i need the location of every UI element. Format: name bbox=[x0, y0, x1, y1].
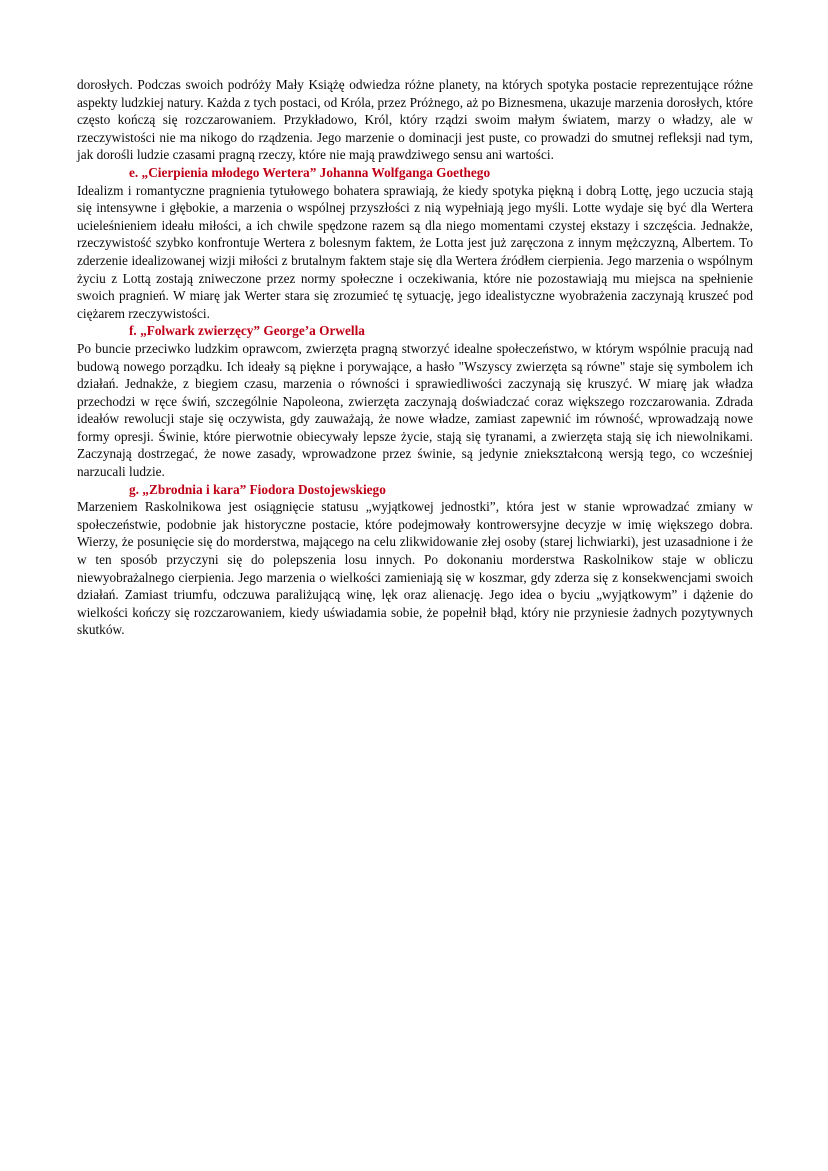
text-column bbox=[77, 76, 753, 639]
paragraph-animal-farm: Po buncie przeciwko ludzkim oprawcom, zwierzęta pragną stworzyć idealne społeczeństwo, w którym wspólnie pracują nad budową nowego porządku. Ich ideały są piękne i porywające, a hasło "Wszyscy zwierzęta są równe" staje się symbolem ich działań. Jednakże, z biegiem czasu, marzenia o równości i sprawiedliwości zaczynają się kruszyć. W miarę jak władza przechodzi w ręce świń, szczególnie Napoleona, zwierzęta zaczynają doświadczać coraz większego rozczarowania. Zdrada ideałów rewolucji staje się oczywista, gdy zauważają, że nowe władze, zamiast zapewnić im równość, wprowadzają nowe formy opresji. Świnie, które pierwotnie obiecywały lepsze życie, stają się tyranami, a zwierzęta stają się ich niewolnikami. Zaczynają dostrzegać, że nowe zasady, wprowadzone przez świnie, są jedynie zniekształconą wersją tego, co wcześniej narzucali ludzie. bbox=[77, 340, 753, 480]
heading-animal-farm-text: f. „Folwark zwierzęcy” George’a Orwella bbox=[129, 323, 365, 339]
paragraph-little-prince: dorosłych. Podczas swoich podróży Mały Książę odwiedza różne planety, na których spotyka postacie reprezentujące różne aspekty ludzkiej natury. Każda z tych postaci, od Króla, przez Próżnego, aż po Biznesmena, ukazuje marzenia dorosłych, które często kończą się rozczarowaniem. Przykładowo, Król, który rządzi swoim małym światem, marzy o władzy, ale w rzeczywistości nie ma nikogo do rządzenia. Jego marzenie o dominacji jest puste, co prowadzi do smutnej refleksji nad tym, jak dorośli ludzie czasami pragną rzeczy, które nie mają prawdziwego sensu ani wartości. bbox=[77, 77, 753, 163]
heading-zbrodnia-i-kara bbox=[77, 481, 753, 499]
heading-folwark-zwierzecy bbox=[77, 322, 753, 340]
heading-cierpienia-mlodego-wertera bbox=[77, 164, 753, 182]
heading-werther-text: e. „Cierpienia młodego Wertera” Johanna Wolfganga Goethego bbox=[129, 164, 491, 180]
paragraph-crime-and-punishment: Marzeniem Raskolnikowa jest osiągnięcie statusu „wyjątkowej jednostki”, która jest w stanie wprowadzać zmiany w społeczeństwie, podobnie jak historyczne postacie, które podejmowały kontrowersyjne decyzje w imię większego dobra. Wierzy, że posunięcie się do morderstwa, mającego na celu zlikwidowanie złej osoby (starej lichwiarki), jest uzasadnione i że w ten sposób przyczyni się do polepszenia losu innych. Po dokonaniu morderstwa Raskolnikow staje w obliczu niewyobrażalnego cierpienia. Jego marzenia o wielkości zamieniają się w koszmar, gdy zderza się z konsekwencjami swoich działań. Zamiast triumfu, odczuwa paraliżującą winę, lęk oraz alienację. Jego idea o byciu „wyjątkowym” i dążenie do wielkości kończy się rozczarowaniem, kiedy uświadamia sobie, że popełnił błąd, który nie przyniesie żadnych pozytywnych skutków. bbox=[77, 499, 753, 638]
paragraph-werther: Idealizm i romantyczne pragnienia tytułowego bohatera sprawiają, że kiedy spotyka piękną i dobrą Lottę, jego uczucia stają się intensywne i głębokie, a marzenia o wspólnej przyszłości z nią wypełniają jego myśli. Lotte wydaje się być dla Wertera ucieleśnieniem ideału miłości, a ich chwile spędzone razem są dla niego momentami czystej ekstazy i szczęścia. Jednakże, rzeczywistość szybko konfrontuje Wertera z bolesnym faktem, że Lotta jest już zaręczona z innym mężczyzną, Albertem. To zderzenie idealizowanej wizji miłości z brutalnym faktem staje się dla Wertera źródłem cierpienia. Jego marzenia o wspólnym życiu z Lottą zostają zniweczone przez normy społeczne i oczekiwania, które nie pozostawiają mu miejsca na spełnienie swoich pragnień. W miarę jak Werter stara się zrozumieć tę sytuację, jego idealistyczne wyobrażenia zaczynają kruszeć pod ciężarem rzeczywistości. bbox=[77, 182, 753, 321]
heading-crime-and-punishment-text: g. „Zbrodnia i kara” Fiodora Dostojewskiego bbox=[129, 481, 386, 497]
